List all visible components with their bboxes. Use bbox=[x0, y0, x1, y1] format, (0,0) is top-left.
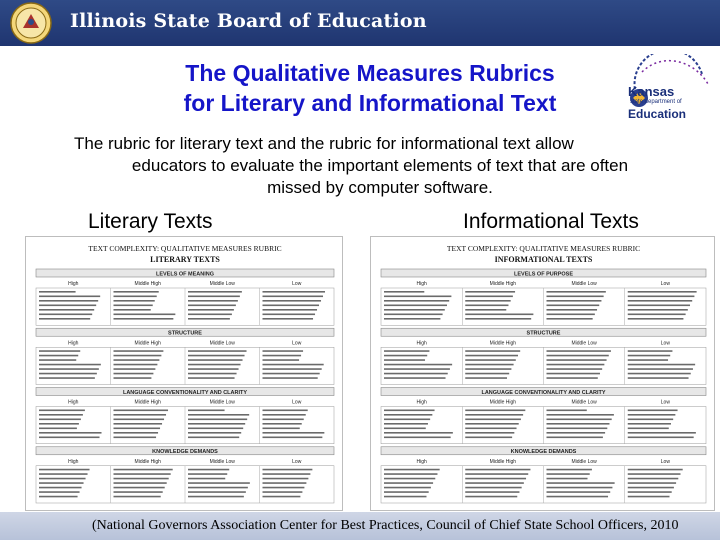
informational-text-line bbox=[465, 309, 506, 311]
informational-level-header: Middle High bbox=[489, 340, 517, 347]
literary-text-line bbox=[114, 377, 152, 379]
literary-text-line bbox=[263, 364, 324, 366]
informational-text-line bbox=[628, 355, 670, 357]
informational-text-line bbox=[465, 368, 511, 370]
intro-line-2: educators to evaluate the important elements of text that are often bbox=[131, 156, 629, 175]
informational-text-line bbox=[384, 364, 452, 366]
literary-doc-title: TEXT COMPLEXITY: QUALITATIVE MEASURES RUBRIC bbox=[88, 244, 282, 253]
informational-text-line bbox=[628, 487, 674, 489]
informational-text-line bbox=[628, 300, 692, 302]
informational-text-line bbox=[384, 300, 449, 302]
informational-text-line bbox=[547, 359, 607, 361]
literary-text-line bbox=[263, 423, 302, 425]
literary-text-line bbox=[263, 300, 322, 302]
informational-text-line bbox=[628, 437, 694, 439]
literary-level-header: Middle High bbox=[134, 458, 161, 465]
literary-text-line bbox=[114, 296, 157, 298]
informational-text-line bbox=[384, 419, 430, 421]
literary-text-line bbox=[263, 350, 304, 352]
literary-text-line bbox=[263, 478, 309, 480]
informational-text-line bbox=[628, 496, 670, 498]
informational-text-line bbox=[547, 318, 593, 320]
literary-text-line bbox=[263, 291, 326, 293]
informational-text-line bbox=[547, 423, 610, 425]
informational-text-line bbox=[384, 432, 453, 434]
header-banner bbox=[0, 0, 720, 46]
literary-text-line bbox=[263, 473, 311, 475]
literary-text-line bbox=[39, 414, 83, 416]
informational-text-line bbox=[465, 419, 521, 421]
informational-text-line bbox=[547, 291, 606, 293]
logo-subtitle-text: state department of bbox=[630, 99, 682, 105]
literary-level-header: Middle High bbox=[134, 399, 161, 406]
informational-text-line bbox=[465, 496, 517, 498]
intro-line-1: The rubric for literary text and the rubric for informational text allow bbox=[74, 134, 574, 153]
informational-texts-heading: Informational Texts bbox=[463, 210, 639, 233]
literary-text-line bbox=[188, 350, 247, 352]
informational-text-line bbox=[547, 419, 612, 421]
informational-level-header: Middle High bbox=[489, 399, 517, 406]
literary-text-line bbox=[114, 410, 169, 412]
informational-text-line bbox=[465, 473, 528, 475]
informational-doc-subtitle: INFORMATIONAL TEXTS bbox=[494, 255, 593, 264]
informational-text-line bbox=[465, 482, 524, 484]
literary-text-line bbox=[263, 491, 303, 493]
intro-paragraph bbox=[74, 133, 686, 199]
literary-level-header: Middle Low bbox=[209, 458, 235, 465]
informational-text-line bbox=[465, 414, 523, 416]
literary-text-line bbox=[188, 491, 246, 493]
informational-text-line bbox=[628, 419, 673, 421]
informational-text-line bbox=[384, 359, 425, 361]
informational-text-line bbox=[628, 296, 695, 298]
informational-text-line bbox=[384, 368, 450, 370]
literary-text-line bbox=[263, 487, 305, 489]
informational-text-line bbox=[628, 428, 669, 430]
literary-text-line bbox=[263, 318, 314, 320]
literary-section-label: LANGUAGE CONVENTIONALITY AND CLARITY bbox=[122, 389, 248, 396]
informational-text-line bbox=[465, 437, 512, 439]
literary-text-line bbox=[39, 305, 96, 307]
informational-text-line bbox=[384, 482, 433, 484]
literary-level-header: Low bbox=[292, 340, 302, 347]
informational-text-line bbox=[628, 368, 693, 370]
informational-text-line bbox=[465, 300, 510, 302]
literary-text-line bbox=[263, 496, 301, 498]
literary-text-line bbox=[263, 377, 318, 379]
literary-text-line bbox=[114, 478, 169, 480]
informational-text-line bbox=[628, 473, 681, 475]
literary-text-line bbox=[39, 496, 78, 498]
literary-section-label: KNOWLEDGE DEMANDS bbox=[152, 449, 218, 456]
informational-text-line bbox=[547, 373, 600, 375]
literary-text-line bbox=[114, 432, 159, 434]
informational-text-line bbox=[384, 437, 451, 439]
informational-text-line bbox=[628, 291, 697, 293]
informational-text-line bbox=[547, 305, 600, 307]
literary-text-line bbox=[114, 487, 165, 489]
informational-text-line bbox=[384, 355, 427, 357]
informational-text-line bbox=[628, 377, 689, 379]
literary-text-line bbox=[114, 437, 157, 439]
literary-text-line bbox=[39, 300, 98, 302]
informational-level-header: Low bbox=[660, 340, 670, 347]
literary-text-line bbox=[114, 482, 167, 484]
informational-text-line bbox=[547, 350, 611, 352]
informational-rubric-image bbox=[371, 237, 715, 511]
informational-text-line bbox=[628, 350, 673, 352]
literary-text-line bbox=[263, 437, 323, 439]
slide-title-line-1: The Qualitative Measures Rubrics bbox=[185, 60, 555, 86]
literary-text-line bbox=[114, 364, 158, 366]
literary-level-header: Middle High bbox=[134, 340, 161, 347]
literary-text-line bbox=[263, 432, 325, 434]
literary-text-line bbox=[39, 377, 95, 379]
literary-text-line bbox=[263, 373, 320, 375]
informational-level-header: High bbox=[416, 458, 427, 465]
literary-text-line bbox=[263, 419, 304, 421]
literary-text-line bbox=[39, 314, 92, 316]
informational-text-line bbox=[628, 423, 671, 425]
informational-text-line bbox=[547, 314, 595, 316]
literary-text-line bbox=[114, 359, 160, 361]
organization-title: Illinois State Board of Education bbox=[70, 10, 427, 32]
literary-text-line bbox=[263, 314, 316, 316]
informational-text-line bbox=[384, 410, 435, 412]
literary-text-line bbox=[39, 491, 80, 493]
informational-text-line bbox=[547, 377, 598, 379]
literary-text-line bbox=[39, 432, 102, 434]
informational-text-line bbox=[384, 491, 429, 493]
literary-level-header: Middle Low bbox=[209, 281, 235, 287]
informational-text-line bbox=[384, 428, 426, 430]
literary-level-header: High bbox=[68, 458, 79, 465]
informational-text-line bbox=[628, 410, 678, 412]
literary-text-line bbox=[263, 410, 308, 412]
literary-text-line bbox=[114, 373, 154, 375]
literary-text-line bbox=[188, 432, 241, 434]
literary-text-line bbox=[263, 469, 313, 471]
literary-text-line bbox=[188, 428, 243, 430]
informational-text-line bbox=[384, 478, 435, 480]
informational-text-line bbox=[628, 478, 679, 480]
literary-text-line bbox=[188, 423, 245, 425]
informational-text-line bbox=[465, 291, 515, 293]
informational-text-line bbox=[384, 305, 447, 307]
informational-text-line bbox=[547, 296, 604, 298]
informational-text-line bbox=[384, 487, 431, 489]
literary-text-line bbox=[188, 482, 250, 484]
informational-text-line bbox=[547, 355, 609, 357]
informational-section-label: STRUCTURE bbox=[526, 330, 561, 337]
informational-text-line bbox=[384, 377, 446, 379]
literary-level-header: Low bbox=[292, 458, 302, 465]
informational-level-header: Middle High bbox=[489, 458, 517, 465]
logo-kansas-text: Kansas bbox=[628, 84, 675, 99]
informational-text-line bbox=[628, 482, 676, 484]
informational-text-line bbox=[465, 377, 507, 379]
literary-text-line bbox=[114, 305, 153, 307]
literary-level-header: High bbox=[68, 399, 79, 406]
literary-section-label: STRUCTURE bbox=[168, 330, 202, 337]
literary-rubric-document bbox=[25, 236, 343, 511]
informational-text-line bbox=[384, 473, 437, 475]
informational-text-line bbox=[465, 296, 513, 298]
informational-text-line bbox=[547, 496, 609, 498]
informational-text-line bbox=[384, 314, 443, 316]
literary-text-line bbox=[188, 318, 230, 320]
informational-text-line bbox=[628, 305, 690, 307]
informational-text-line bbox=[628, 309, 688, 311]
informational-text-line bbox=[547, 300, 602, 302]
informational-text-line bbox=[628, 318, 684, 320]
informational-text-line bbox=[384, 469, 440, 471]
informational-section-label: LEVELS OF PURPOSE bbox=[514, 271, 573, 278]
literary-text-line bbox=[188, 419, 247, 421]
informational-text-line bbox=[547, 368, 603, 370]
literary-text-line bbox=[39, 291, 76, 293]
informational-text-line bbox=[628, 359, 668, 361]
literary-text-line bbox=[39, 410, 85, 412]
informational-level-header: Middle Low bbox=[571, 340, 597, 347]
literary-text-line bbox=[188, 309, 234, 311]
literary-text-line bbox=[263, 359, 300, 361]
literary-text-line bbox=[188, 487, 248, 489]
informational-text-line bbox=[465, 428, 516, 430]
literary-text-line bbox=[114, 423, 163, 425]
informational-text-line bbox=[384, 423, 428, 425]
informational-text-line bbox=[384, 309, 445, 311]
literary-text-line bbox=[114, 491, 163, 493]
literary-text-line bbox=[114, 473, 171, 475]
literary-text-line bbox=[39, 364, 101, 366]
informational-text-line bbox=[547, 309, 598, 311]
informational-text-line bbox=[465, 359, 516, 361]
logo-education-text: Education bbox=[628, 107, 687, 121]
literary-rubric-image bbox=[26, 237, 343, 511]
literary-text-line bbox=[39, 296, 100, 298]
literary-text-line bbox=[114, 318, 174, 320]
informational-text-line bbox=[465, 487, 521, 489]
informational-text-line bbox=[547, 428, 608, 430]
literary-text-line bbox=[39, 318, 90, 320]
informational-text-line bbox=[547, 478, 588, 480]
citation-text: (National Governors Association Center for Best Practices, Council of Chief State School Officers, 2010 bbox=[92, 518, 679, 533]
literary-text-line bbox=[39, 373, 97, 375]
informational-text-line bbox=[547, 482, 615, 484]
informational-level-header: High bbox=[416, 399, 427, 406]
informational-text-line bbox=[628, 469, 683, 471]
informational-level-header: Middle Low bbox=[571, 399, 597, 406]
informational-text-line bbox=[628, 432, 696, 434]
informational-text-line bbox=[547, 491, 611, 493]
literary-level-header: Middle Low bbox=[209, 340, 235, 347]
informational-section-label: KNOWLEDGE DEMANDS bbox=[510, 449, 577, 456]
informational-level-header: High bbox=[416, 340, 427, 347]
literary-text-line bbox=[188, 496, 244, 498]
literary-text-line bbox=[188, 437, 239, 439]
informational-text-line bbox=[384, 296, 451, 298]
literary-text-line bbox=[39, 487, 82, 489]
informational-text-line bbox=[465, 350, 520, 352]
illinois-seal-icon bbox=[10, 2, 52, 44]
informational-rubric-document bbox=[370, 236, 715, 511]
informational-text-line bbox=[465, 318, 531, 320]
literary-text-line bbox=[188, 305, 236, 307]
informational-text-line bbox=[547, 473, 590, 475]
literary-text-line bbox=[39, 423, 79, 425]
literary-text-line bbox=[188, 469, 229, 471]
informational-level-header: High bbox=[416, 281, 427, 287]
literary-text-line bbox=[114, 291, 159, 293]
informational-text-line bbox=[547, 437, 603, 439]
informational-text-line bbox=[465, 314, 533, 316]
intro-line-3: missed by computer software. bbox=[267, 178, 493, 197]
literary-text-line bbox=[114, 309, 151, 311]
literary-text-line bbox=[263, 428, 300, 430]
informational-text-line bbox=[384, 373, 448, 375]
literary-text-line bbox=[114, 414, 167, 416]
literary-level-header: Low bbox=[292, 281, 302, 287]
literary-text-line bbox=[114, 355, 162, 357]
informational-text-line bbox=[465, 355, 518, 357]
literary-text-line bbox=[188, 364, 241, 366]
informational-text-line bbox=[628, 373, 691, 375]
literary-text-line bbox=[188, 377, 235, 379]
literary-text-line bbox=[39, 309, 94, 311]
literary-text-line bbox=[188, 414, 249, 416]
slide-title-line-2: for Literary and Informational Text bbox=[183, 90, 557, 116]
literary-level-header: High bbox=[68, 340, 79, 347]
literary-text-line bbox=[39, 355, 78, 357]
informational-text-line bbox=[384, 496, 426, 498]
literary-text-line bbox=[188, 359, 243, 361]
informational-text-line bbox=[384, 350, 429, 352]
informational-text-line bbox=[547, 364, 605, 366]
literary-doc-subtitle: LITERARY TEXTS bbox=[150, 255, 220, 264]
informational-text-line bbox=[628, 364, 695, 366]
literary-text-line bbox=[39, 359, 76, 361]
literary-text-line bbox=[39, 469, 90, 471]
literary-text-line bbox=[39, 368, 99, 370]
literary-text-line bbox=[114, 350, 164, 352]
literary-section-label: LEVELS OF MEANING bbox=[155, 271, 215, 278]
informational-text-line bbox=[465, 432, 514, 434]
literary-text-line bbox=[114, 469, 173, 471]
informational-text-line bbox=[465, 469, 530, 471]
informational-text-line bbox=[628, 314, 686, 316]
informational-text-line bbox=[465, 364, 513, 366]
literary-text-line bbox=[188, 291, 242, 293]
literary-text-line bbox=[188, 478, 225, 480]
literary-text-line bbox=[188, 473, 227, 475]
literary-text-line bbox=[188, 368, 239, 370]
literary-text-line bbox=[114, 314, 176, 316]
informational-level-header: Middle Low bbox=[571, 458, 597, 465]
literary-text-line bbox=[39, 473, 88, 475]
literary-text-line bbox=[114, 428, 161, 430]
literary-text-line bbox=[263, 355, 302, 357]
literary-text-line bbox=[263, 414, 306, 416]
informational-text-line bbox=[547, 414, 614, 416]
literary-level-header: Low bbox=[292, 399, 302, 406]
informational-text-line bbox=[465, 410, 525, 412]
literary-text-line bbox=[263, 305, 320, 307]
literary-text-line bbox=[188, 300, 238, 302]
informational-text-line bbox=[465, 491, 519, 493]
informational-text-line bbox=[384, 291, 424, 293]
literary-level-header: Middle Low bbox=[209, 399, 235, 406]
literary-text-line bbox=[263, 309, 318, 311]
informational-text-line bbox=[465, 373, 509, 375]
literary-level-header: High bbox=[68, 281, 79, 287]
literary-texts-heading: Literary Texts bbox=[88, 210, 213, 233]
literary-level-header: Middle High bbox=[134, 281, 161, 287]
informational-text-line bbox=[628, 414, 676, 416]
informational-text-line bbox=[384, 414, 432, 416]
literary-text-line bbox=[188, 373, 237, 375]
literary-text-line bbox=[263, 368, 322, 370]
literary-text-line bbox=[188, 410, 225, 412]
informational-level-header: Middle Low bbox=[571, 281, 597, 287]
literary-text-line bbox=[188, 355, 245, 357]
informational-text-line bbox=[384, 318, 440, 320]
literary-text-line bbox=[39, 482, 84, 484]
literary-text-line bbox=[39, 350, 80, 352]
informational-text-line bbox=[547, 432, 606, 434]
informational-level-header: Middle High bbox=[489, 281, 517, 287]
literary-text-line bbox=[114, 419, 165, 421]
informational-section-label: LANGUAGE CONVENTIONALITY AND CLARITY bbox=[481, 389, 606, 396]
literary-text-line bbox=[114, 300, 155, 302]
literary-text-line bbox=[188, 296, 240, 298]
informational-text-line bbox=[465, 423, 518, 425]
informational-level-header: Low bbox=[660, 399, 670, 406]
literary-text-line bbox=[39, 478, 86, 480]
literary-text-line bbox=[39, 419, 81, 421]
literary-text-line bbox=[263, 482, 307, 484]
literary-text-line bbox=[114, 368, 156, 370]
literary-text-line bbox=[39, 437, 100, 439]
kansas-education-logo bbox=[622, 54, 714, 130]
literary-text-line bbox=[188, 314, 232, 316]
informational-text-line bbox=[465, 305, 508, 307]
informational-level-header: Low bbox=[660, 458, 670, 465]
informational-text-line bbox=[465, 478, 526, 480]
informational-text-line bbox=[628, 491, 672, 493]
informational-level-header: Low bbox=[660, 281, 670, 287]
informational-doc-title: TEXT COMPLEXITY: QUALITATIVE MEASURES RUBRIC bbox=[446, 244, 641, 253]
literary-text-line bbox=[39, 428, 77, 430]
slide-title bbox=[100, 58, 640, 118]
informational-text-line bbox=[547, 469, 592, 471]
literary-text-line bbox=[263, 296, 324, 298]
informational-text-line bbox=[547, 410, 587, 412]
literary-text-line bbox=[114, 496, 161, 498]
informational-text-line bbox=[547, 487, 613, 489]
